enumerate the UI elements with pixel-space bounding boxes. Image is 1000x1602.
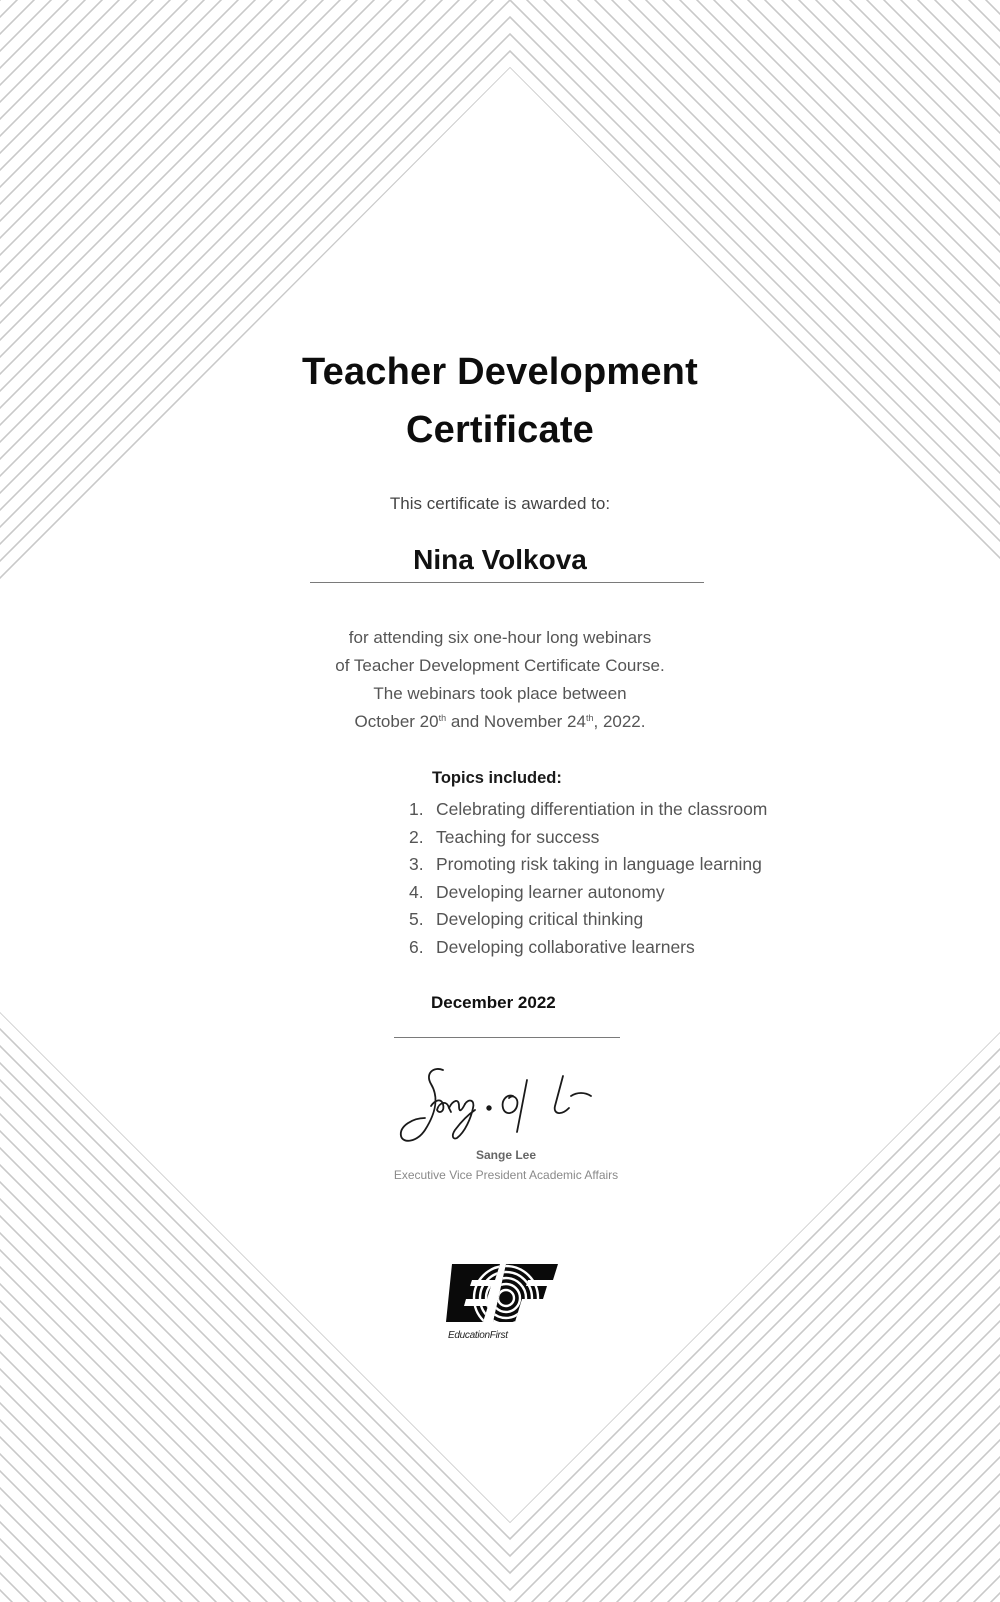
topic-text: Developing collaborative learners [436,936,695,957]
description-line-3: The webinars took place between [373,684,627,703]
ordinal-suffix: th [438,713,447,723]
topic-number: 2. [409,826,424,847]
topics-list [409,796,767,962]
topic-item [409,796,767,824]
issue-date: December 2022 [431,993,556,1012]
topic-number: 3. [409,854,424,875]
handwritten-signature [395,1062,625,1152]
signer-title: Executive Vice President Academic Affairs [393,1168,619,1182]
date-range-end: and November 24 [446,712,586,731]
ordinal-suffix: th [585,713,594,723]
awarded-to-label: This certificate is awarded to: [389,494,611,513]
topic-number: 5. [409,909,424,930]
topic-number: 6. [409,936,424,957]
topic-text: Promoting risk taking in language learning [436,854,762,875]
logo-caption: EducationFirst [448,1330,508,1341]
topics-heading: Topics included: [432,769,562,787]
recipient-name: Nina Volkova [413,544,587,575]
date-range-year: , 2022. [593,712,646,731]
recipient-underline [310,582,704,583]
course-description [0,624,1000,736]
signer-name: Sange Lee [475,1148,537,1162]
topic-text: Celebrating differentiation in the classroom [436,799,768,819]
certificate-title [0,343,1000,459]
topic-item [409,906,767,934]
description-line-4 [0,708,1000,736]
topic-number: 4. [409,881,424,902]
description-line-2: of Teacher Development Certificate Course. [335,656,665,675]
date-range-start: October 20 [354,712,439,731]
topic-text: Teaching for success [436,826,600,847]
topic-item [409,879,767,907]
topic-text: Developing critical thinking [436,909,644,930]
topic-text: Developing learner autonomy [436,881,665,902]
topic-item [409,824,767,852]
signature-line [394,1037,620,1038]
topic-item [409,934,767,962]
description-line-1: for attending six one-hour long webinars [348,628,652,647]
certificate-title-line2: Certificate [405,409,595,451]
certificate-title-line1: Teacher Development [302,351,698,393]
topic-number: 1. [409,799,424,819]
topic-item [409,851,767,879]
